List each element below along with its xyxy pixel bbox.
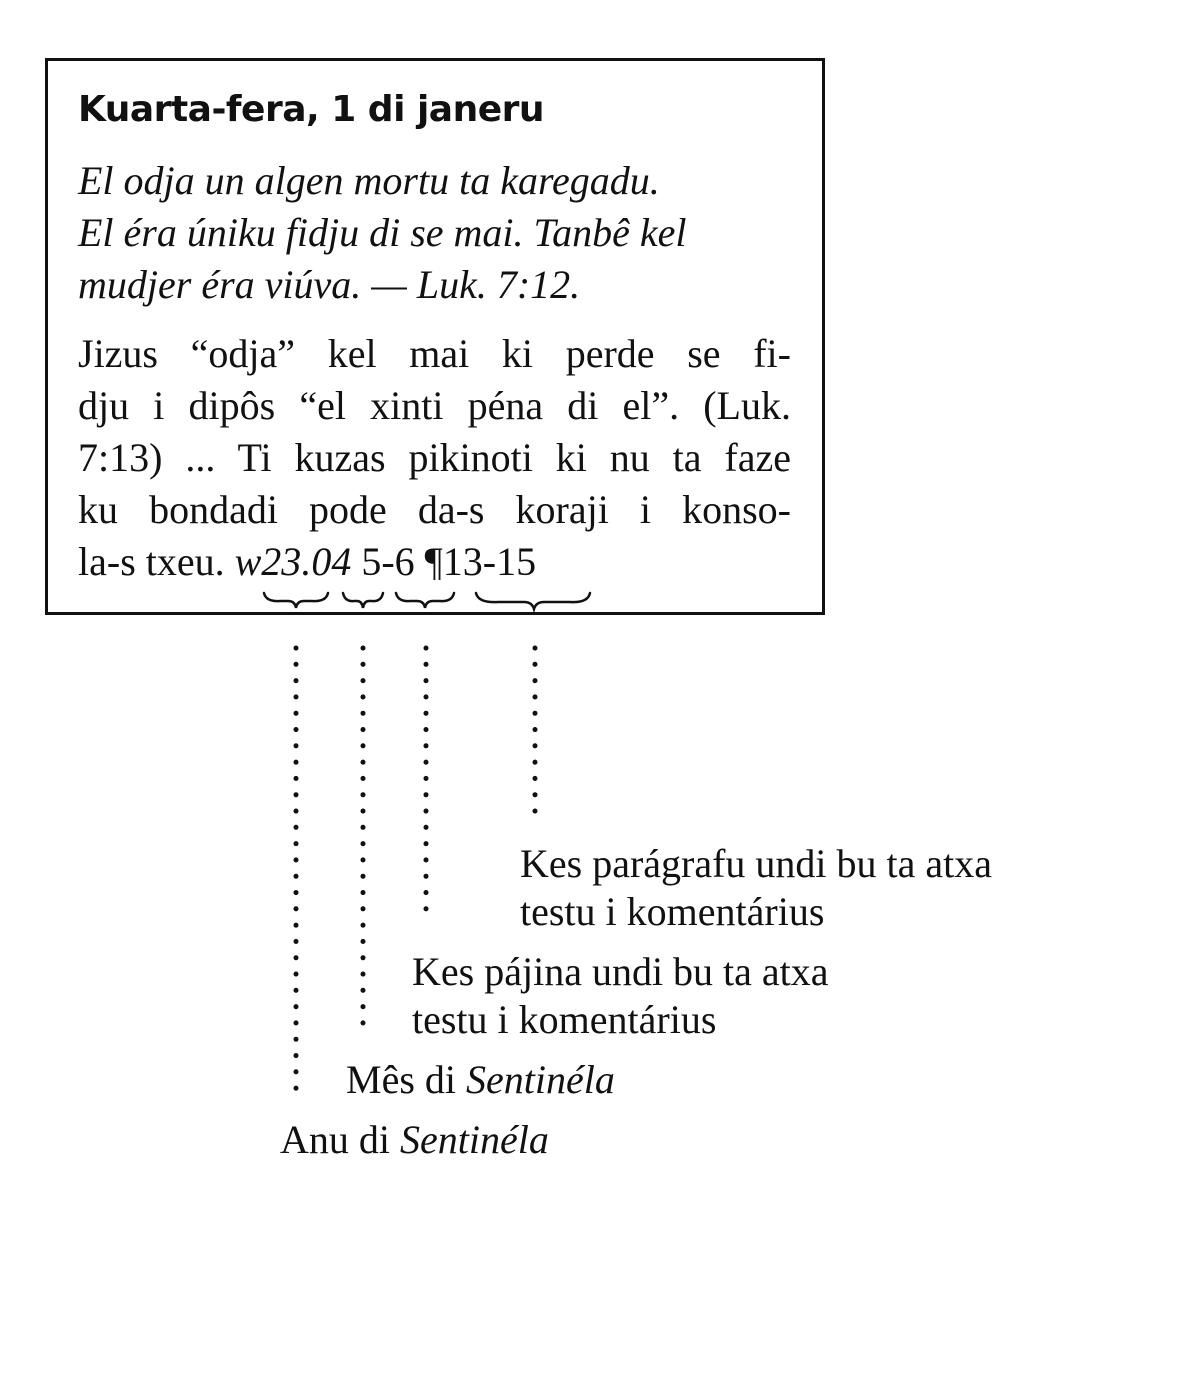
ref-year-code: w23 [234, 539, 302, 584]
ref-month-code: .04 [301, 539, 352, 584]
label-page-number [412, 948, 829, 1044]
comment-line: 7:13) ... Ti kuzas pikinoti ki nu ta faze [78, 435, 791, 480]
ref-pages: 5-6 [361, 539, 415, 584]
comment-line-prefix: la-s txeu. [78, 539, 235, 584]
label-year-italic: Sentinéla [400, 1117, 549, 1162]
label-paragraph-line: testu i komentárius [520, 889, 825, 934]
label-month-italic: Sentinéla [466, 1057, 615, 1102]
comment-line: ku bondadi pode da-s koraji i konso- [78, 487, 791, 532]
comment-line: dju i dipôs “el xinti péna di el”. (Luk. [78, 383, 791, 428]
label-paragraph-number [520, 840, 992, 936]
label-year-text: Anu di [280, 1117, 400, 1162]
brace-pages [396, 593, 454, 608]
label-page-line: Kes pájina undi bu ta atxa [412, 949, 829, 994]
label-year [280, 1116, 549, 1164]
comment-line: Jizus “odja” kel mai ki perde se fi- [78, 331, 791, 376]
date-heading: Kuarta-fera, 1 di janeru [78, 89, 545, 130]
brace-paragraphs [476, 593, 590, 609]
label-month-text: Mês di [346, 1057, 466, 1102]
scripture-line: El odja un algen mortu ta karegadu. [78, 158, 660, 203]
scripture-line: El éra úniku fidju di se mai. Tanbê kel [78, 210, 687, 255]
label-paragraph-line: Kes parágrafu undi bu ta atxa [520, 841, 993, 886]
label-month [346, 1056, 615, 1104]
brace-year [264, 593, 328, 608]
scripture-line: mudjer éra viúva. — Luk. 7:12. [78, 262, 581, 307]
brace-month [343, 593, 383, 608]
label-page-line: testu i komentárius [412, 997, 717, 1042]
ref-paragraphs: ¶13-15 [424, 539, 537, 584]
